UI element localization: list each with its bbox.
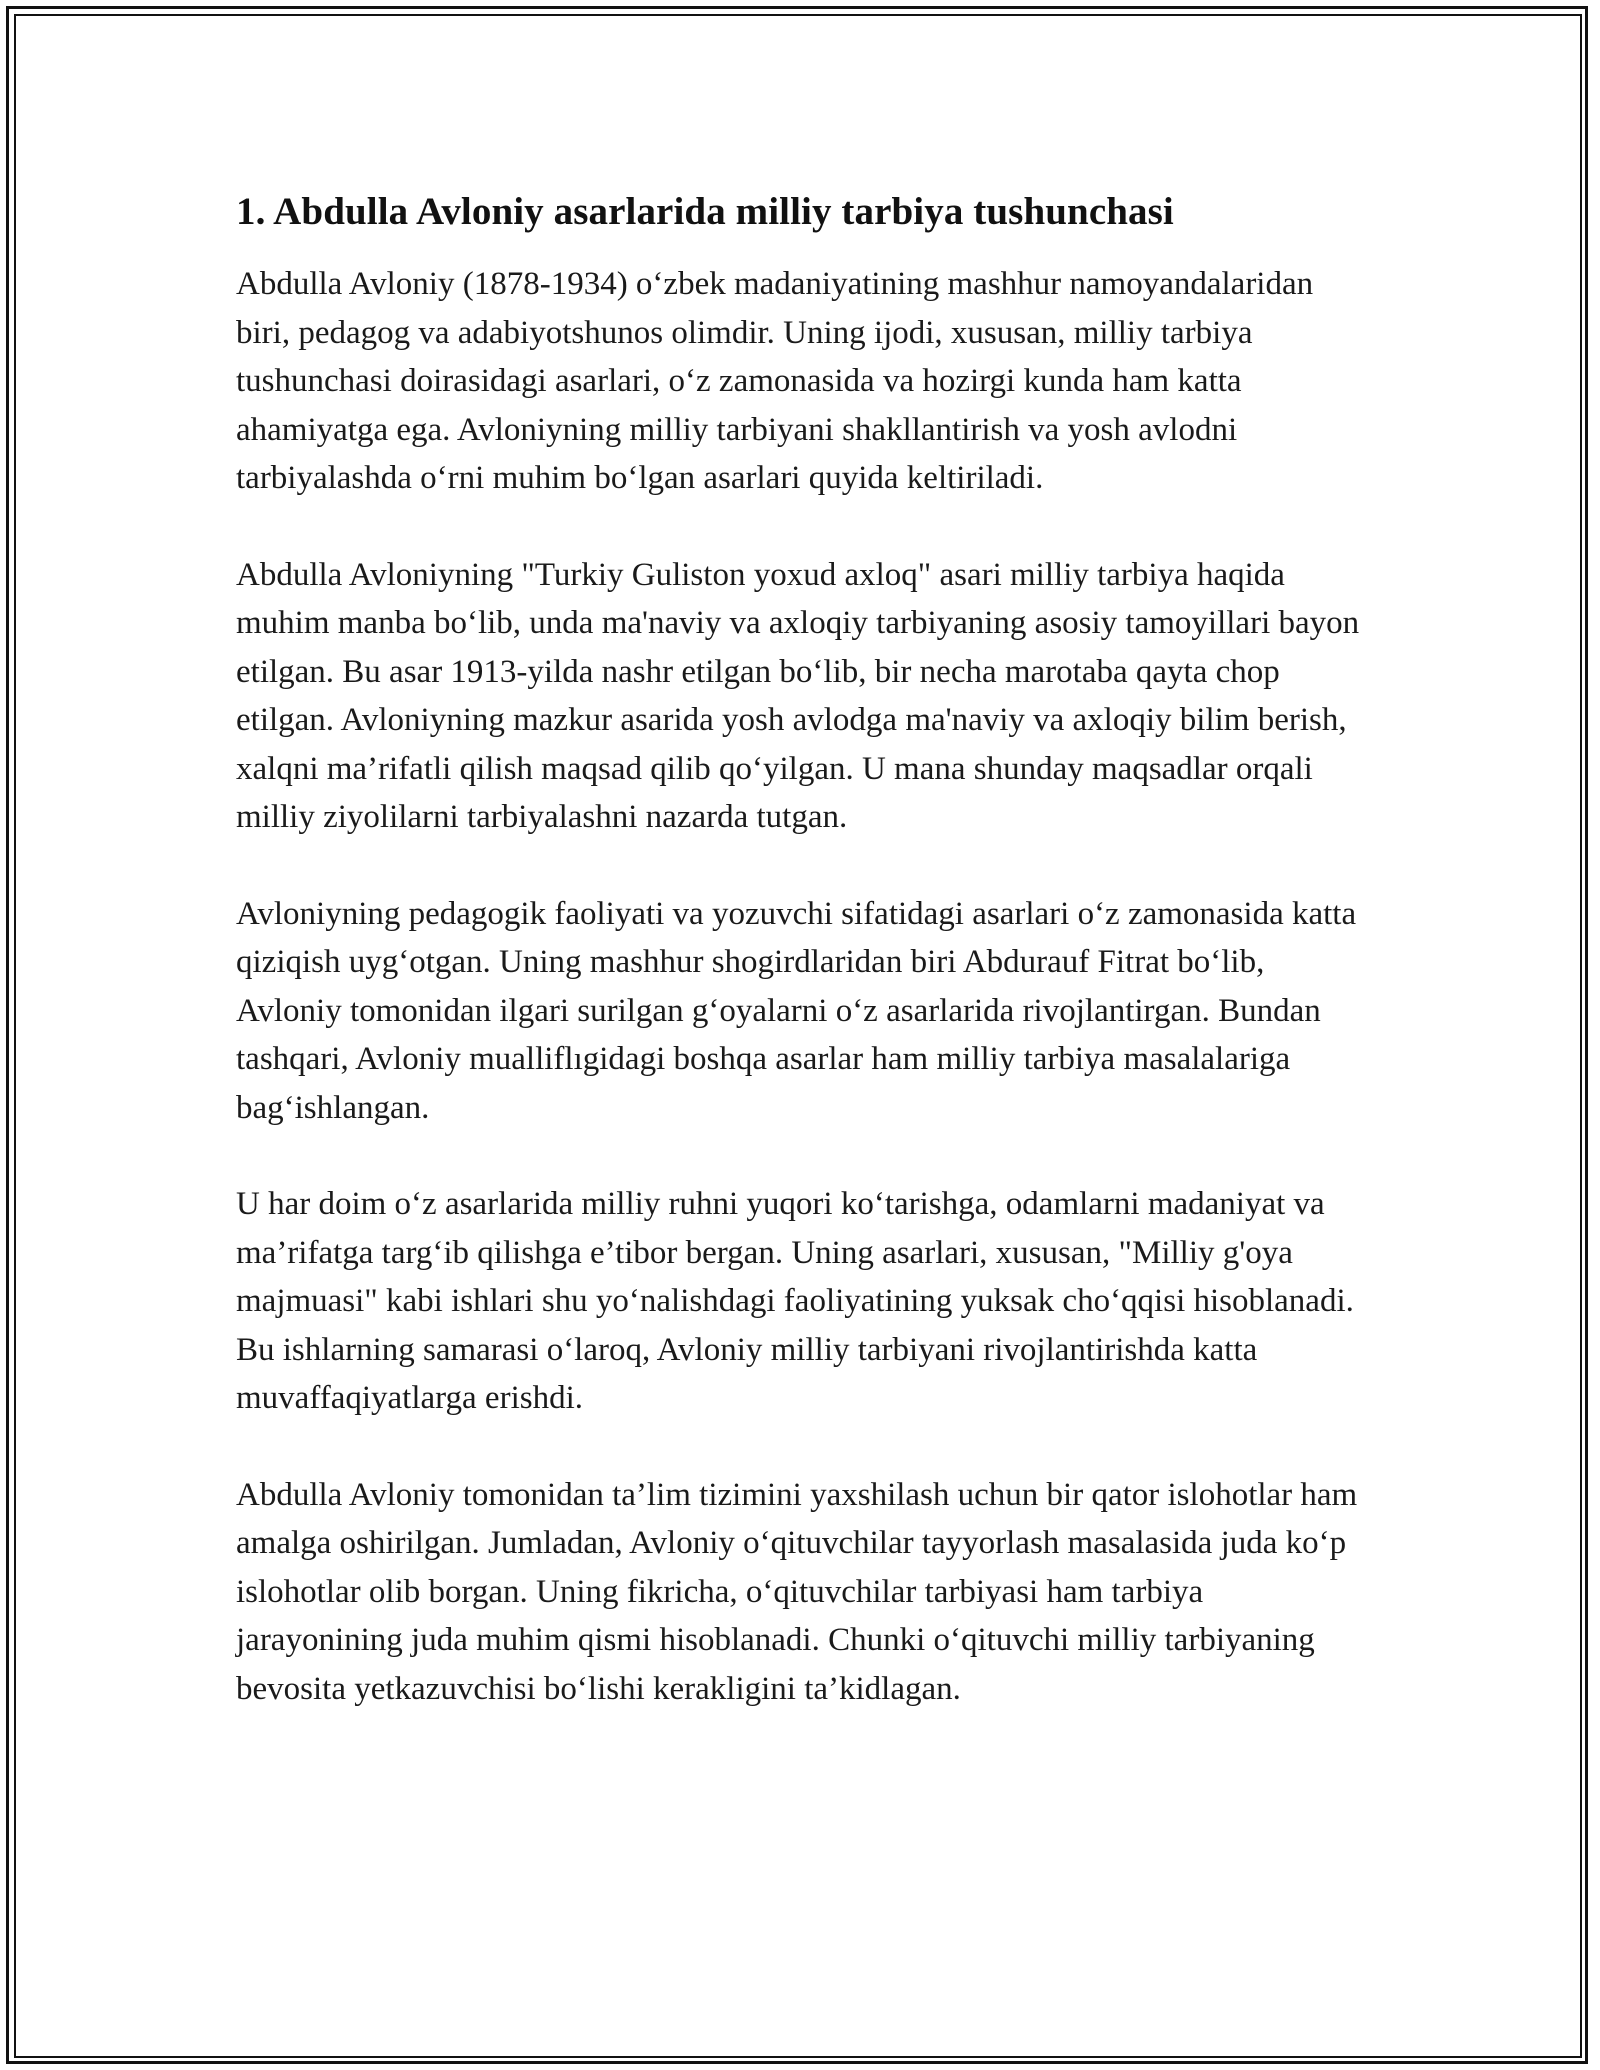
paragraph-turkiy-guliston: Abdulla Avloniyning "Turkiy Guliston yoxud axloq" asari milliy tarbiya haqida muhim manba bo‘lib, unda ma'naviy va axloqiy tarbiyaning asosiy tamoyillari bayon etilgan. Bu asar 1913-yilda nashr etilgan bo‘lib, bir necha marotaba qayta chop etilgan. Avloniyning mazkur asarida yosh avlodga ma'naviy va axloqiy bilim berish, xalqni ma’rifatli qilish maqsad qilib qo‘yilgan. U mana shunday maqsadlar orqali milliy ziyolilarni tarbiyalashni nazarda tutgan.: [236, 556, 1360, 835]
document-body: [236, 186, 1366, 1761]
paragraph-national-spirit: U har doim o‘z asarlarida milliy ruhni yuqori ko‘tarishga, odamlarni madaniyat va ma’rifatga targ‘ib qilishga e’tibor bergan. Uning asarlari, xususan, "Milliy g'oya majmuasi" kabi ishlari shu yo‘nalishdagi faoliyatining yuksak cho‘qqisi hisoblanadi. Bu ishlarning samarasi o‘laroq, Avloniy milliy tarbiyani rivojlantirishda katta muvaffaqiyatlarga erishdi.: [236, 1186, 1354, 1416]
section-heading: 1. Abdulla Avloniy asarlarida milliy tarbiya tushunchasi: [236, 190, 1174, 233]
paragraph-intro: Abdulla Avloniy (1878-1934) o‘zbek madaniyatining mashhur namoyandalaridan biri, pedagog va adabiyotshunos olimdir. Uning ijodi, xususan, milliy tarbiya tushunchasi doirasidagi asarlari, o‘z zamonasida va hozirgi kunda ham katta ahamiyatga ega. Avloniyning milliy tarbiyani shakllantirish va yosh avlodni tarbiyalashda o‘rni muhim bo‘lgan asarlari quyida keltiriladi.: [236, 266, 1314, 496]
paragraph-pedagogical-activity: Avloniyning pedagogik faoliyati va yozuvchi sifatidagi asarlari o‘z zamonasida katta qiziqish uyg‘otgan. Uning mashhur shogirdlaridan biri Abdurauf Fitrat bo‘lib, Avloniy tomonidan ilgari surilgan g‘oyalarni o‘z asarlarida rivojlantirgan. Bundan tashqari, Avloniy mualliflıgidagi boshqa asarlar ham milliy tarbiya masalalariga bag‘ishlangan.: [236, 895, 1357, 1126]
paragraph-education-reforms: Abdulla Avloniy tomonidan ta’lim tizimini yaxshilash uchun bir qator islohotlar ham amalga oshirilgan. Jumladan, Avloniy o‘qituvchilar tayyorlash masalasida juda ko‘p islohotlar olib borgan. Uning fikricha, o‘qituvchilar tarbiyasi ham tarbiya jarayonining juda muhim qismi hisoblanadi. Chunki o‘qituvchi milliy tarbiyaning bevosita yetkazuvchisi bo‘lishi kerakligini ta’kidlagan.: [236, 1476, 1358, 1707]
